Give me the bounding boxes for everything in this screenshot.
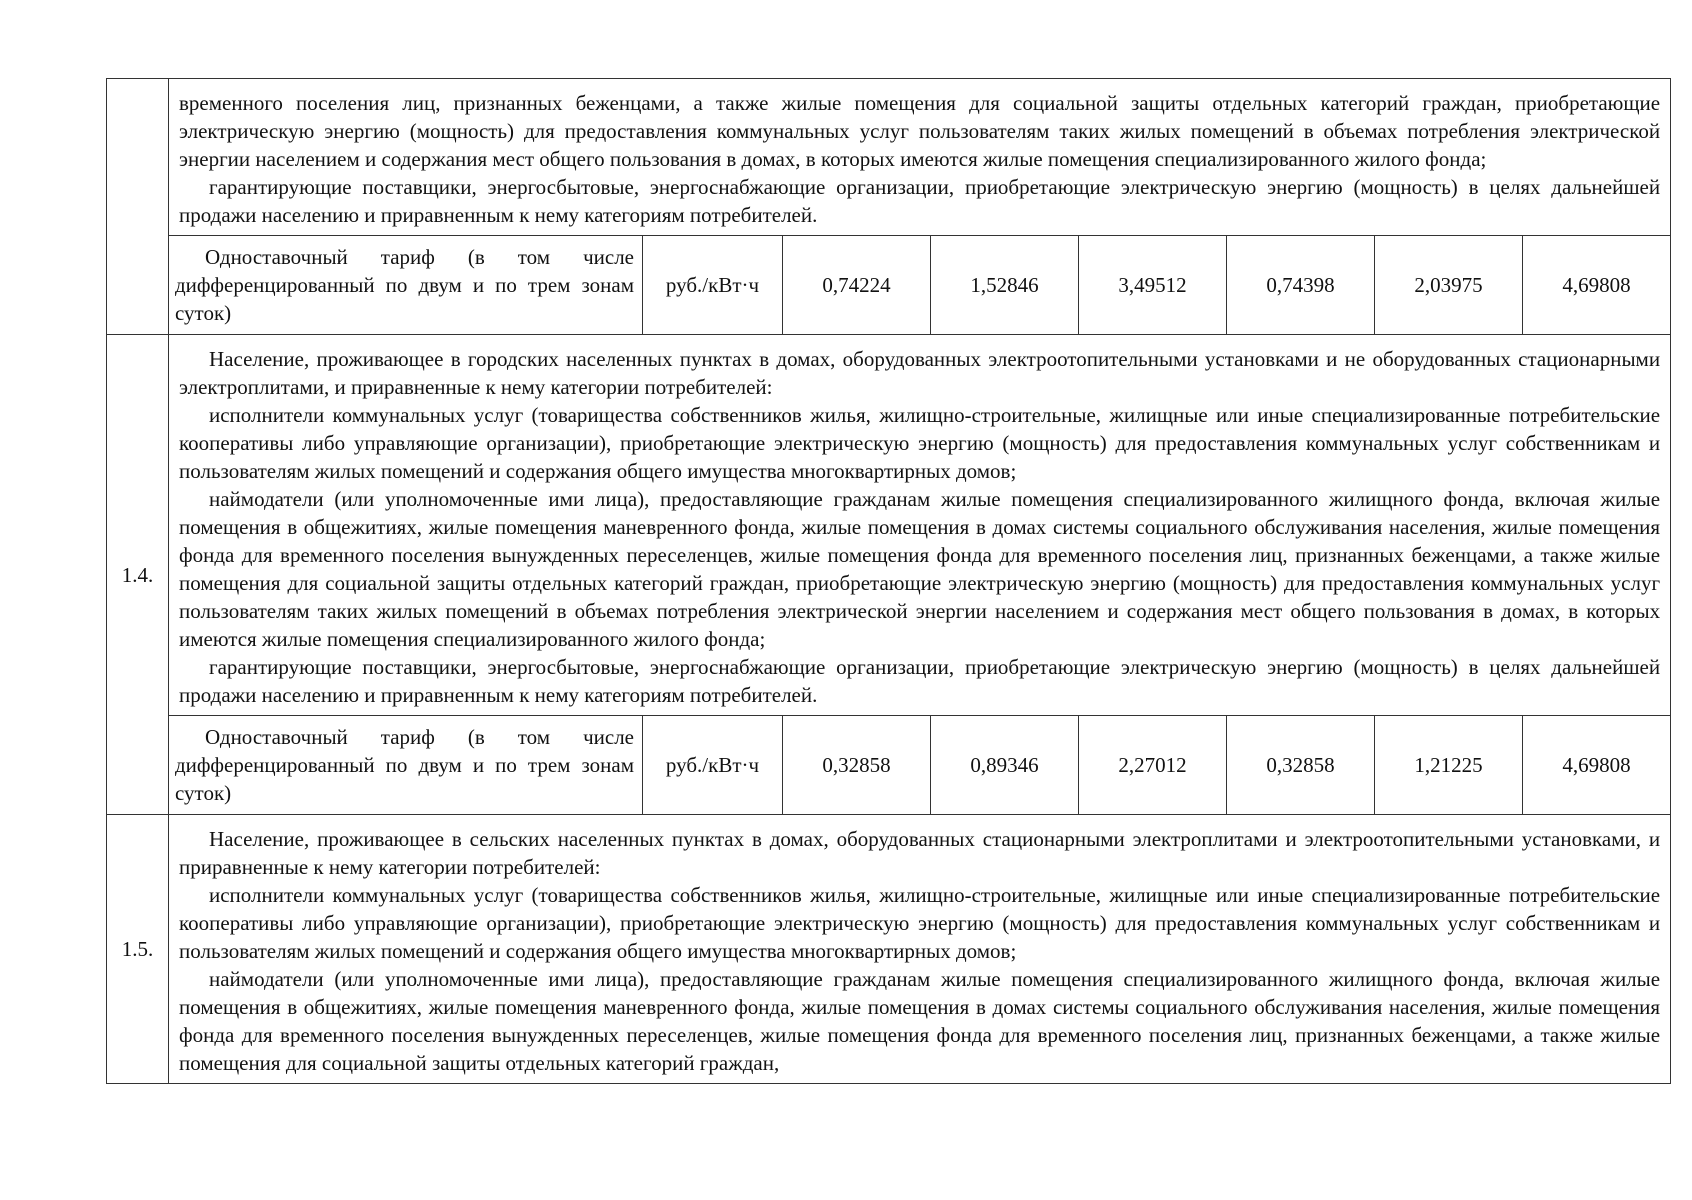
tariff-value: 1,52846	[931, 236, 1079, 335]
section-row	[107, 815, 1671, 1084]
tariff-value: 4,69808	[1523, 716, 1671, 815]
paragraph: исполнители коммунальных услуг (товарищества собственников жилья, жилищно-строительные, жилищные или иные специализированные потребительские кооперативы либо управляющие организации), приобретающие электрическую энергию (мощность) для предоставления коммунальных услуг собственникам и пользователям жилых помещений и содержания общего имущества многоквартирных домов;	[179, 403, 1661, 483]
paragraph: наймодатели (или уполномоченные ими лица), предоставляющие гражданам жилые помещения специализированного жилищного фонда, включая жилые помещения в общежитиях, жилые помещения маневренного фонда, жилые помещения в домах системы социального обслуживания населения, жилые помещения фонда для временного поселения вынужденных переселенцев, жилые помещения фонда для временного поселения лиц, признанных беженцами, а также жилые помещения для социальной защиты отдельных категорий граждан, приобретающие электрическую энергию (мощность) для предоставления коммунальных услуг пользователям таких жилых помещений в объемах потребления электрической энергии населением и содержания мест общего пользования в домах, в которых имеются жилые помещения специализированного жилого фонда;	[179, 487, 1661, 651]
section-description	[169, 815, 1671, 1084]
paragraph: временного поселения лиц, признанных беженцами, а также жилые помещения для социальной защиты отдельных категорий граждан, приобретающие электрическую энергию (мощность) для предоставления коммунальных услуг пользователям таких жилых помещений в объемах потребления электрической энергии населением и содержания мест общего пользования в домах, в которых имеются жилые помещения специализированного жилого фонда;	[179, 91, 1661, 171]
tariff-label-cell	[169, 236, 643, 335]
paragraph: Население, проживающее в городских населенных пунктах в домах, оборудованных электроотопительными установками и не оборудованных стационарными электроплитами, и приравненные к нему категории потребителей:	[179, 347, 1661, 399]
tariff-value: 0,32858	[783, 716, 931, 815]
tariff-label: Одноставочный тариф (в том числе дифференцированный по двум и по трем зонам суток)	[175, 725, 634, 805]
section-description	[169, 335, 1671, 716]
tariff-value: 0,74398	[1227, 236, 1375, 335]
tariff-value: 0,32858	[1227, 716, 1375, 815]
section-number	[107, 79, 169, 335]
tariff-value: 2,03975	[1375, 236, 1523, 335]
paragraph: исполнители коммунальных услуг (товарищества собственников жилья, жилищно-строительные, жилищные или иные специализированные потребительские кооперативы либо управляющие организации), приобретающие электрическую энергию (мощность) для предоставления коммунальных услуг собственникам и пользователям жилых помещений и содержания общего имущества многоквартирных домов;	[179, 883, 1661, 963]
tariff-value: 0,74224	[783, 236, 931, 335]
tariff-value: 1,21225	[1375, 716, 1523, 815]
paragraph: наймодатели (или уполномоченные ими лица), предоставляющие гражданам жилые помещения специализированного жилищного фонда, включая жилые помещения в общежитиях, жилые помещения маневренного фонда, жилые помещения в домах системы социального обслуживания населения, жилые помещения фонда для временного поселения вынужденных переселенцев, жилые помещения фонда для временного поселения лиц, признанных беженцами, а также жилые помещения для социальной защиты отдельных категорий граждан,	[179, 967, 1661, 1075]
section-row	[107, 79, 1671, 236]
tariff-label-cell	[169, 716, 643, 815]
tariff-label: Одноставочный тариф (в том числе дифференцированный по двум и по трем зонам суток)	[175, 245, 634, 325]
tariff-row	[107, 236, 1671, 335]
paragraph: Население, проживающее в сельских населенных пунктах в домах, оборудованных стационарными электроплитами и электроотопительными установками, и приравненные к нему категории потребителей:	[179, 827, 1661, 879]
section-description	[169, 79, 1671, 236]
tariff-unit: руб./кВт·ч	[643, 236, 783, 335]
section-number: 1.4.	[107, 335, 169, 815]
tariff-value: 0,89346	[931, 716, 1079, 815]
tariff-value: 4,69808	[1523, 236, 1671, 335]
tariff-value: 2,27012	[1079, 716, 1227, 815]
section-number: 1.5.	[107, 815, 169, 1084]
tariff-value: 3,49512	[1079, 236, 1227, 335]
paragraph: гарантирующие поставщики, энергосбытовые, энергоснабжающие организации, приобретающие электрическую энергию (мощность) в целях дальнейшей продажи населению и приравненным к нему категориям потребителей.	[179, 175, 1661, 227]
tariff-row	[107, 716, 1671, 815]
section-row	[107, 335, 1671, 716]
tariff-unit: руб./кВт·ч	[643, 716, 783, 815]
paragraph: гарантирующие поставщики, энергосбытовые, энергоснабжающие организации, приобретающие электрическую энергию (мощность) в целях дальнейшей продажи населению и приравненным к нему категориям потребителей.	[179, 655, 1661, 707]
tariff-table	[106, 78, 1671, 1084]
